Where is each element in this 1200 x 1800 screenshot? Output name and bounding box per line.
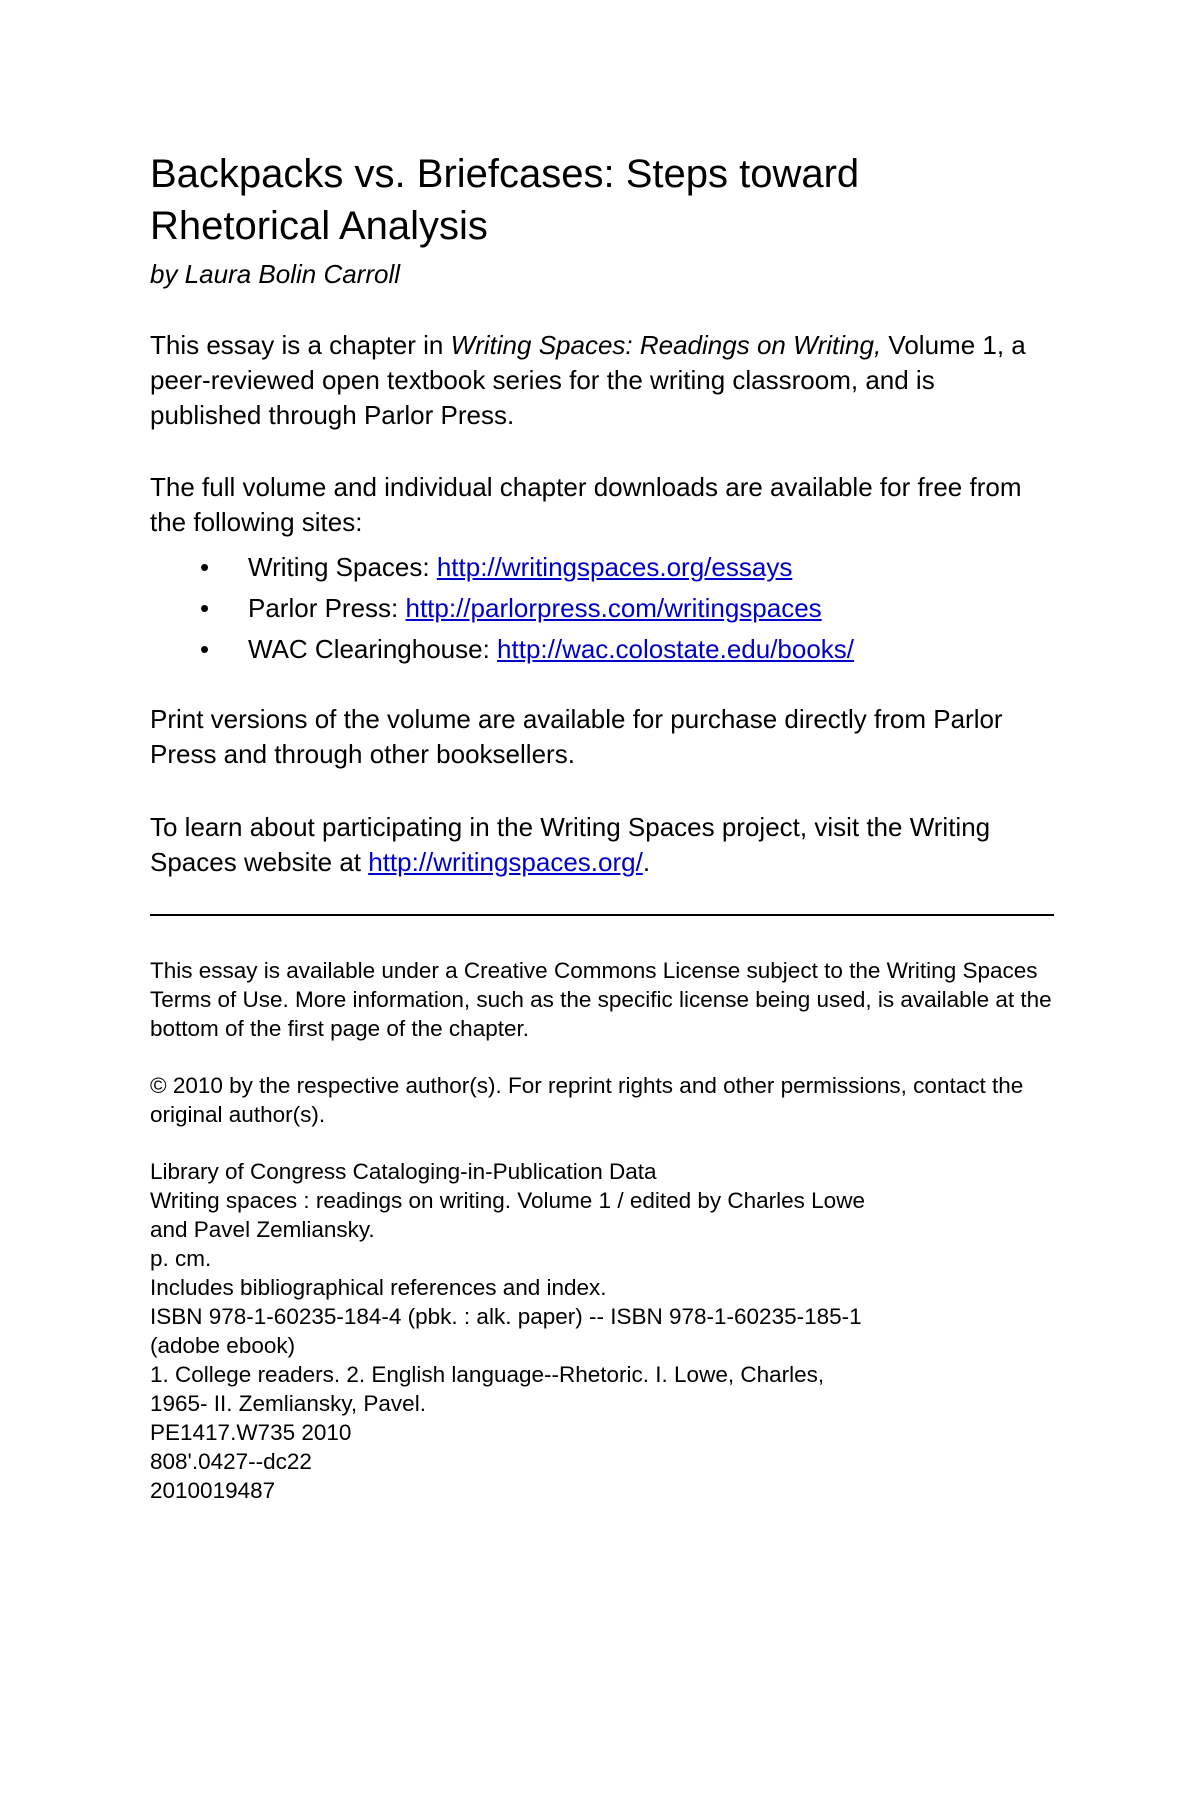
bullet-icon: •: [200, 634, 210, 664]
availability-paragraph: The full volume and individual chapter downloads are available for free from the following sites:: [150, 472, 1022, 537]
copyright-paragraph: © 2010 by the respective author(s). For reprint rights and other permissions, contact the original author(s).: [150, 1073, 1024, 1127]
cataloging-line: 2010019487: [150, 1478, 276, 1503]
section-divider: [150, 914, 1054, 916]
document-title: Backpacks vs. Briefcases: Steps toward Rhetorical Analysis: [150, 152, 860, 248]
book-title: Writing Spaces: Readings on Writing,: [450, 330, 882, 360]
cataloging-data: [150, 1157, 1060, 1505]
learn-more-paragraph: [150, 810, 1050, 880]
site-label: WAC Clearinghouse:: [248, 634, 498, 664]
cataloging-line: (adobe ebook): [150, 1333, 296, 1358]
document-page: [150, 0, 1050, 1800]
intro-text-after: Volume 1, a peer-reviewed open textbook series for the writing classroom, and is published through Parlor Press.: [150, 330, 1026, 430]
license-paragraph: This essay is available under a Creative Commons License subject to the Writing Spaces Terms of Use. More information, such as the specific license being used, is available at the bottom of the first page of the chapter.: [150, 958, 1052, 1041]
cataloging-line: 1. College readers. 2. English language--Rhetoric. I. Lowe, Charles,: [150, 1362, 825, 1387]
intro-text-before: This essay is a chapter in: [150, 330, 451, 360]
author-byline: by Laura Bolin Carroll: [150, 259, 401, 289]
intro-paragraph: [150, 328, 1050, 433]
list-item: [150, 547, 1050, 588]
cataloging-line: Library of Congress Cataloging-in-Publication Data: [150, 1159, 657, 1184]
parlor-press-link[interactable]: http://parlorpress.com/writingspaces: [405, 593, 822, 623]
print-versions-paragraph: Print versions of the volume are available for purchase directly from Parlor Press and through other booksellers.: [150, 704, 1003, 769]
writing-spaces-essays-link[interactable]: http://writingspaces.org/essays: [436, 552, 793, 582]
cataloging-line: 808'.0427--dc22: [150, 1449, 312, 1474]
download-sites-list: [150, 547, 1050, 670]
cataloging-line: PE1417.W735 2010: [150, 1420, 352, 1445]
cataloging-line: Includes bibliographical references and index.: [150, 1275, 607, 1300]
cataloging-line: ISBN 978-1-60235-184-4 (pbk. : alk. paper) -- ISBN 978-1-60235-185-1: [150, 1304, 862, 1329]
wac-clearinghouse-link[interactable]: http://wac.colostate.edu/books/: [497, 634, 855, 664]
bullet-icon: •: [200, 593, 210, 623]
cataloging-line: and Pavel Zemliansky.: [150, 1217, 375, 1242]
site-label: Parlor Press:: [248, 593, 406, 623]
cataloging-line: 1965- II. Zemliansky, Pavel.: [150, 1391, 426, 1416]
site-label: Writing Spaces:: [248, 552, 437, 582]
cataloging-line: p. cm.: [150, 1246, 212, 1271]
list-item: [150, 588, 1050, 629]
writing-spaces-website-link[interactable]: http://writingspaces.org/: [368, 847, 643, 877]
learn-text-after: .: [642, 847, 651, 877]
list-item: [150, 629, 1050, 670]
cataloging-line: Writing spaces : readings on writing. Volume 1 / edited by Charles Lowe: [150, 1188, 865, 1213]
bullet-icon: •: [200, 552, 210, 582]
learn-text-before: To learn about participating in the Writing Spaces project, visit the Writing Spaces website at: [150, 812, 991, 877]
